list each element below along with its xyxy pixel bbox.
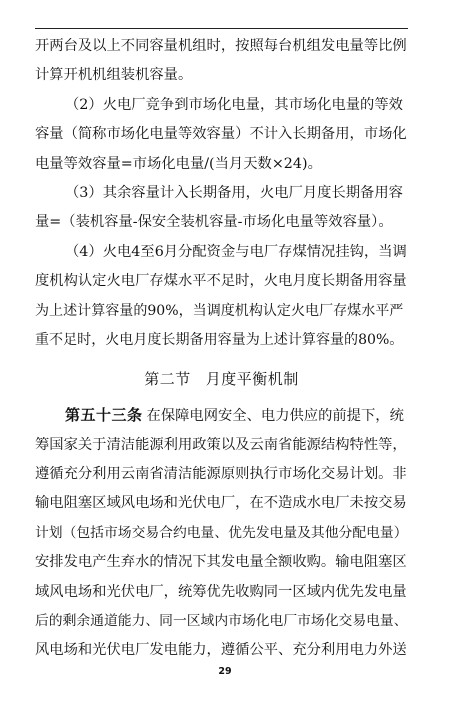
text-line: 度机构认定火电厂存煤水平不足时，火电月度长期备用容量 bbox=[35, 273, 407, 290]
article-number: 第五十三条 bbox=[65, 406, 143, 425]
text-line: 为上述计算容量的90%，当调度机构认定火电厂存煤水平严 bbox=[35, 302, 404, 319]
text-line: 容量（简称市场化电量等效容量）不计入长期备用，市场化 bbox=[35, 126, 407, 143]
text-line: （3）其余容量计入长期备用，火电厂月度长期备用容 bbox=[65, 184, 403, 201]
section-heading bbox=[35, 365, 408, 401]
article-first-line bbox=[35, 401, 408, 430]
text-line: 安排发电产生弃水的情况下其发电量全额收购。输电阻塞区 bbox=[35, 554, 407, 571]
text-line: 量=（装机容量-保安全装机容量-市场化电量等效容量）。 bbox=[35, 214, 393, 231]
text-line: （4）火电4至6月分配资金与电厂存煤情况挂钩，当调 bbox=[65, 243, 407, 260]
text-line: （2）火电厂竞争到市场化电量，其市场化电量的等效 bbox=[65, 96, 403, 113]
section-number: 第二节 bbox=[144, 370, 191, 389]
text-line: 计算开机机组装机容量。 bbox=[35, 67, 193, 84]
text-line: 遵循充分利用云南省清洁能源原则执行市场化交易计划。非 bbox=[35, 466, 407, 483]
text-line: 计划（包括市场交易合约电量、优先发电量及其他分配电量） bbox=[35, 524, 408, 541]
header-rule bbox=[35, 28, 408, 29]
article-first-line-text: 在保障电网安全、电力供应的前提下，统 bbox=[146, 408, 404, 425]
page-number: 29 bbox=[218, 666, 232, 677]
text-line: 输电阻塞区域风电场和光伏电厂，在不造成水电厂未按交易 bbox=[35, 495, 407, 512]
text-line: 重不足时，火电月度长期备用容量为上述计算容量的80%。 bbox=[35, 331, 404, 348]
text-line: 后的剩余通道能力、同一区域内市场化电厂市场化交易电量、 bbox=[35, 613, 408, 630]
section-title: 月度平衡机制 bbox=[205, 370, 299, 389]
text-line: 域风电场和光伏电厂，统筹优先收购同一区域内优先发电量 bbox=[35, 583, 407, 600]
document-body bbox=[35, 32, 408, 666]
text-line: 风电场和光伏电厂发电能力，遵循公平、充分利用电力外送 bbox=[35, 642, 407, 659]
text-line: 开两台及以上不同容量机组时，按照每台机组发电量等比例 bbox=[35, 38, 407, 54]
text-line: 筹国家关于清洁能源利用政策以及云南省能源结构特性等， bbox=[35, 436, 407, 453]
text-line: 电量等效容量=市场化电量/(当月天数×24)。 bbox=[35, 155, 322, 172]
